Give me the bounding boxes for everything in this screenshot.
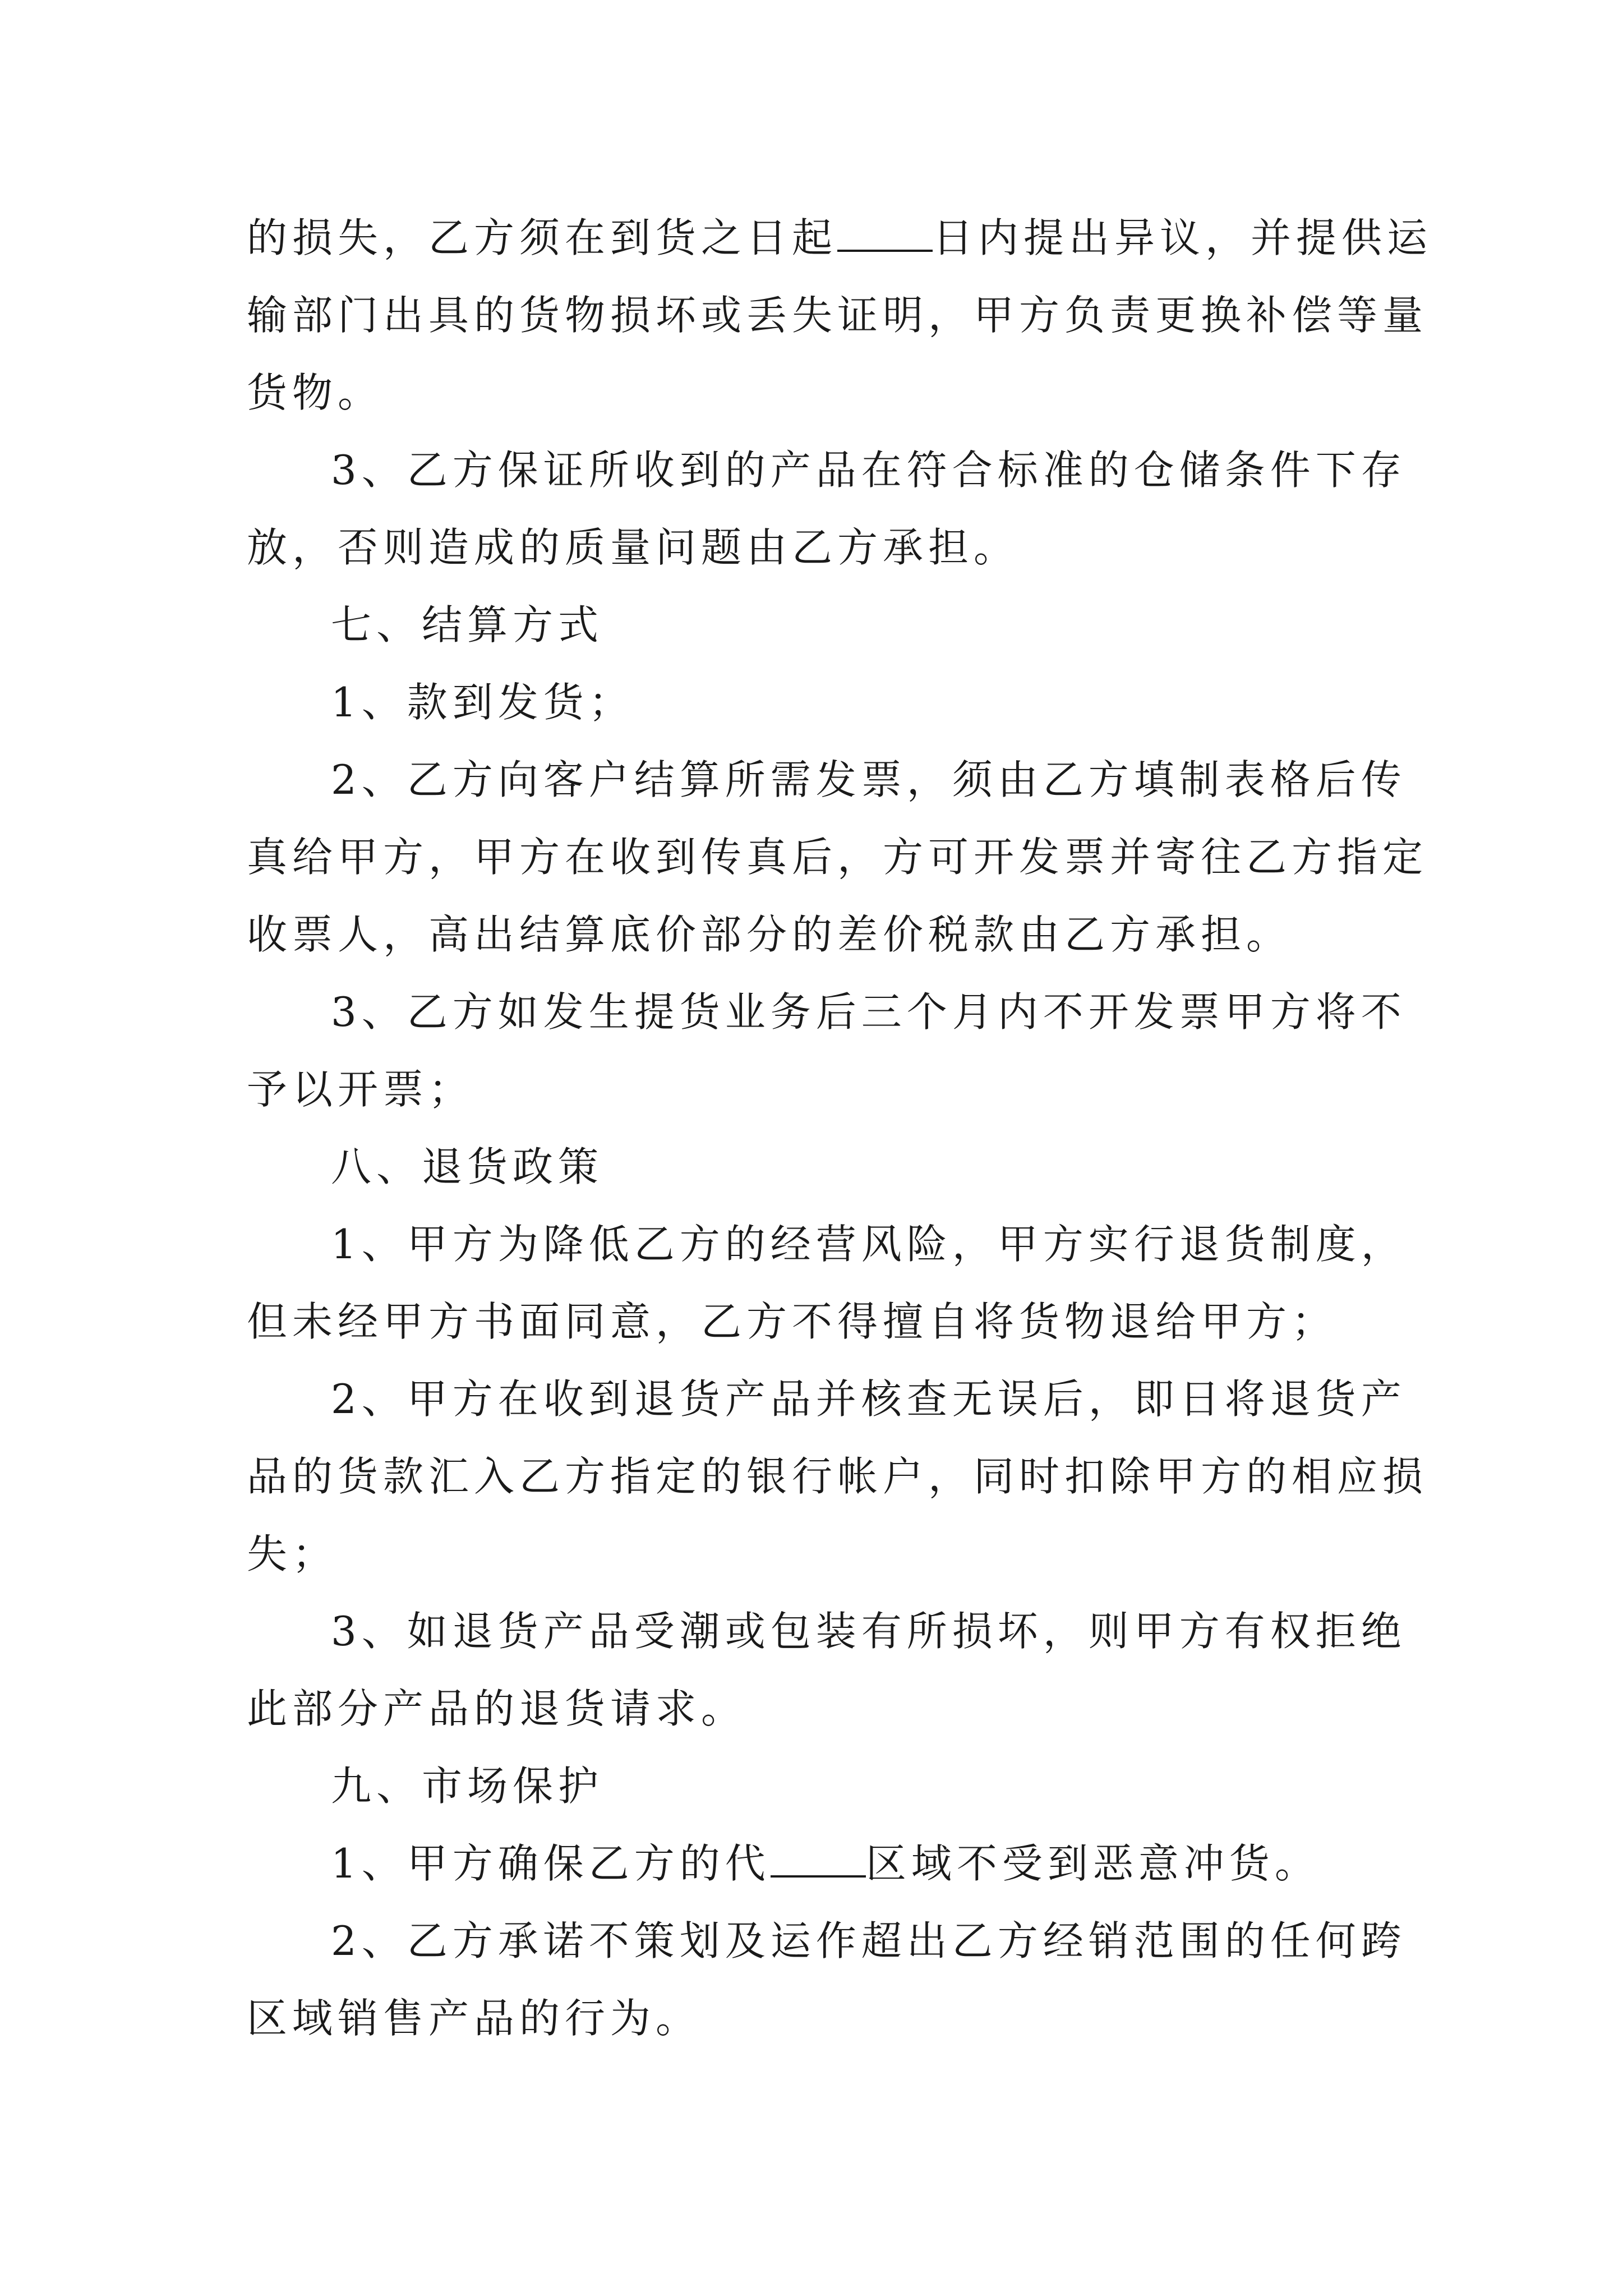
text-line: 收票人，高出结算底价部分的差价税款由乙方承担。 xyxy=(247,911,1292,958)
text-line: 3、乙方如发生提货业务后三个月内不开发票甲方将不 xyxy=(331,988,1407,1036)
section-heading: 七、结算方式 xyxy=(331,601,604,648)
text-line: 货物。 xyxy=(247,369,384,416)
text-line: 区域销售产品的行为。 xyxy=(247,1995,702,2042)
paragraph-text: 日内提出异议，并提供运 xyxy=(933,214,1433,261)
text-line: 2、甲方在收到退货产品并核查无误后，即日将退货产 xyxy=(331,1375,1407,1423)
text-line: 品的货款汇入乙方指定的银行帐户，同时扣除甲方的相应损 xyxy=(247,1453,1428,1500)
document-body xyxy=(247,199,1433,2057)
fill-in-blank xyxy=(837,216,933,252)
text-line xyxy=(247,1825,1380,1902)
text-line: 此部分产品的退货请求。 xyxy=(247,1685,747,1732)
text-line: 输部门出具的货物损坏或丢失证明，甲方负责更换补偿等量 xyxy=(247,292,1428,339)
text-line: 放，否则造成的质量问题由乙方承担。 xyxy=(247,524,1020,571)
paragraph-text: 的损失，乙方须在到货之日起 xyxy=(247,214,838,261)
text-line xyxy=(247,199,1433,277)
text-line: 予以开票； xyxy=(247,1066,474,1113)
text-line: 失； xyxy=(247,1530,338,1577)
fill-in-blank xyxy=(771,1842,866,1878)
text-line: 3、乙方保证所收到的产品在符合标准的仓储条件下存 xyxy=(331,447,1407,494)
text-line: 1、甲方为降低乙方的经营风险，甲方实行退货制度， xyxy=(331,1221,1407,1268)
text-line: 1、款到发货； xyxy=(331,679,634,726)
section-heading: 八、退货政策 xyxy=(331,1143,604,1190)
text-line: 2、乙方向客户结算所需发票，须由乙方填制表格后传 xyxy=(331,756,1407,803)
text-line: 但未经甲方书面同意，乙方不得擅自将货物退给甲方； xyxy=(247,1298,1338,1345)
section-heading: 九、市场保护 xyxy=(331,1763,604,1810)
paragraph-text: 1、甲方确保乙方的代 xyxy=(331,1840,771,1887)
text-line: 真给甲方，甲方在收到传真后，方可开发票并寄往乙方指定 xyxy=(247,834,1428,881)
text-line: 3、如退货产品受潮或包装有所损坏，则甲方有权拒绝 xyxy=(331,1608,1407,1655)
paragraph-text: 区域不受到恶意冲货。 xyxy=(865,1840,1320,1887)
text-line: 2、乙方承诺不策划及运作超出乙方经销范围的任何跨 xyxy=(331,1917,1407,1964)
